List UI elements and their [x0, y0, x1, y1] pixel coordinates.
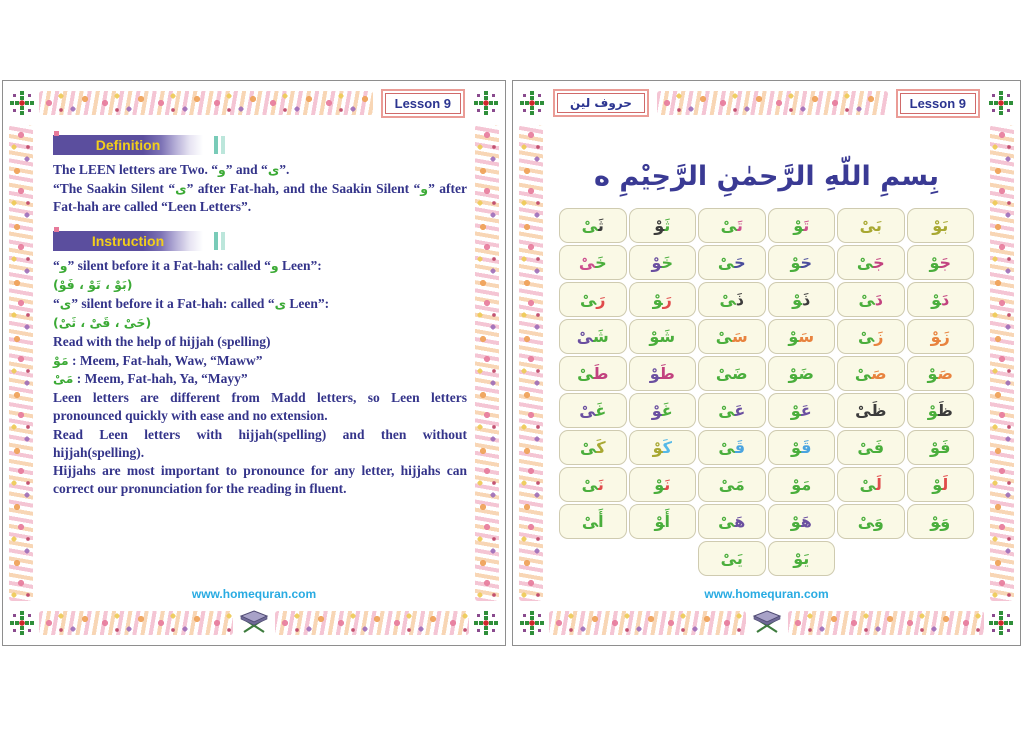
syllable-leen-letter: ‍ىْ: [577, 364, 594, 383]
arabic-letter-run: و: [270, 258, 279, 274]
syllable-base-letter: غَ‍: [595, 401, 607, 420]
syllable-leen-letter: ‍وْ: [790, 401, 801, 420]
text-line: [53, 389, 467, 425]
syllable-base-letter: أَ‍: [598, 512, 604, 531]
grid-cell: [698, 541, 766, 576]
syllable-leen-letter: ‍ىْ: [858, 290, 875, 309]
grid-cell: [698, 208, 766, 243]
arabic-letter-run: مَوْ: [53, 352, 69, 368]
syllable-leen-letter: ‍وْ: [654, 216, 665, 235]
syllable-leen-letter: ‍ىْ: [580, 438, 597, 457]
title-label-text: حروف لين: [557, 93, 645, 113]
grid-cell: [768, 393, 836, 428]
syllable-leen-letter: ‍وْ: [931, 290, 942, 309]
text-run: : Meem, Fat-hah, Waw, “Maww”: [68, 352, 263, 368]
arabic-letter-run: ى: [267, 162, 280, 177]
text-run: “The Saakin Silent “: [53, 180, 176, 196]
grid-cell: [907, 319, 975, 354]
syllable-base-letter: جَ‍: [939, 253, 952, 272]
bismillah-text: بِسمِ اللّهِ الرَّحمٰنِ الرَّحِيْمِ ه: [593, 161, 939, 192]
syllable-base-letter: حَ‍: [734, 253, 746, 272]
syllable-base-letter: لَ‍: [875, 475, 882, 494]
syllable-base-letter: ذَ‍: [735, 290, 744, 309]
syllable-base-letter: طَ‍: [659, 364, 675, 383]
syllable-base-letter: زَ‍: [874, 327, 884, 346]
syllable-base-letter: ذَ‍: [802, 290, 811, 309]
syllable-base-letter: حَ‍: [800, 253, 813, 272]
instruction-text: [53, 257, 467, 498]
syllable-leen-letter: ‍وْ: [790, 512, 801, 531]
quran-book-icon: [750, 608, 784, 639]
syllable-leen-letter: ‍وْ: [793, 216, 804, 235]
syllable-base-letter: جَ‍: [873, 253, 885, 272]
syllable-leen-letter: ‍وْ: [654, 512, 665, 531]
syllable-leen-letter: ‍ىْ: [856, 253, 874, 272]
text-line: [53, 257, 467, 275]
grid-cell: [698, 319, 766, 354]
syllable-base-letter: عَ‍: [734, 401, 746, 420]
text-run: Read with the help of hijjah (spelling): [53, 333, 271, 349]
grid-cell: [837, 282, 905, 317]
syllable-base-letter: فَ‍: [940, 438, 951, 457]
syllable-leen-letter: ‍ىْ: [581, 216, 598, 235]
syllable-leen-letter: ‍وْ: [649, 364, 660, 383]
syllable-leen-letter: ‍وْ: [930, 327, 941, 346]
grid-cell: [837, 467, 905, 502]
grid-cell: [907, 504, 975, 539]
grid-cell: [559, 282, 627, 317]
syllable-base-letter: هَ‍: [734, 512, 746, 531]
grid-cell: [907, 208, 975, 243]
syllable-leen-letter: ‍وْ: [927, 401, 938, 420]
grid-cell: [837, 245, 905, 280]
title-label: [553, 89, 649, 117]
text-run: “: [53, 258, 60, 274]
text-line: [53, 426, 467, 462]
grid-cell: [768, 319, 836, 354]
grid-cell: [629, 467, 697, 502]
syllable-base-letter: طَ‍: [593, 364, 609, 383]
grid-cell: [629, 282, 697, 317]
syllable-leen-letter: ‍ىْ: [581, 475, 598, 494]
text-line: [53, 370, 467, 388]
footer-url-link[interactable]: www.homequran.com: [191, 587, 317, 601]
grid-cell: [559, 430, 627, 465]
syllable-base-letter: خَ‍: [661, 253, 674, 272]
syllable-base-letter: بَ‍: [942, 216, 949, 235]
grid-cell: [559, 245, 627, 280]
floral-border-bottom: [788, 611, 985, 635]
arabic-letter-run: (بَوْ ، تَوْ ، فَوْ): [53, 277, 133, 293]
grid-cell: [768, 430, 836, 465]
syllable-base-letter: غَ‍: [661, 401, 673, 420]
arabic-letter-run: مَىْ: [53, 371, 74, 387]
corner-ornament-icon: [473, 90, 499, 116]
syllable-base-letter: سَ‍: [798, 327, 815, 346]
text-line: [53, 180, 467, 216]
syllable-base-letter: يَ‍: [736, 549, 743, 568]
syllable-base-letter: وَ‍: [940, 512, 951, 531]
corner-ornament-icon: [988, 610, 1014, 636]
syllable-base-letter: ضَ‍: [732, 364, 748, 383]
border-band-bottom: [519, 607, 1014, 639]
syllable-leen-letter: ‍ىْ: [579, 401, 596, 420]
syllable-leen-letter: ‍ىْ: [718, 512, 735, 531]
floral-border-right: [475, 125, 499, 601]
text-run: Leen”:: [286, 296, 330, 312]
syllable-leen-letter: ‍وْ: [649, 327, 660, 346]
grid-cell: [907, 356, 975, 391]
syllable-base-letter: يَ‍: [803, 549, 810, 568]
corner-ornament-icon: [473, 610, 499, 636]
grid-cell: [837, 356, 905, 391]
syllable-base-letter: ثَ‍: [597, 216, 604, 235]
syllable-leen-letter: ‍وْ: [652, 290, 663, 309]
corner-ornament-icon: [9, 90, 35, 116]
syllable-leen-letter: ‍وْ: [932, 216, 943, 235]
grid-cell: [768, 541, 836, 576]
corner-ornament-icon: [519, 90, 545, 116]
grid-cell: [837, 319, 905, 354]
practice-content: [559, 135, 974, 576]
syllable-leen-letter: ‍ىْ: [718, 438, 735, 457]
syllable-leen-letter: ‍وْ: [930, 438, 941, 457]
syllable-base-letter: شَ‍: [592, 327, 609, 346]
syllable-base-letter: نَ‍: [597, 475, 604, 494]
grid-cell: [768, 282, 836, 317]
syllable-leen-letter: ‍وْ: [791, 475, 802, 494]
floral-border-top: [657, 91, 888, 115]
syllable-base-letter: بَ‍: [875, 216, 882, 235]
syllable-base-letter: قَ‍: [734, 438, 746, 457]
text-run: The LEEN letters are Two. “: [53, 162, 218, 177]
grid-cell: [559, 504, 627, 539]
grid-cell: [559, 356, 627, 391]
syllable-leen-letter: ‍ىْ: [715, 364, 733, 383]
grid-cell: [768, 356, 836, 391]
grid-cell: [698, 393, 766, 428]
syllable-base-letter: ظَ‍: [937, 401, 953, 420]
grid-cell: [559, 467, 627, 502]
syllable-leen-letter: ‍ىْ: [720, 216, 737, 235]
grid-cell: [907, 393, 975, 428]
syllable-base-letter: عَ‍: [800, 401, 812, 420]
lesson-badge-label: Lesson 9: [900, 93, 976, 114]
syllable-base-letter: سَ‍: [731, 327, 748, 346]
text-line: [53, 352, 467, 370]
page-right: [512, 80, 1021, 646]
syllable-base-letter: لَ‍: [942, 475, 949, 494]
grid-cell: [559, 208, 627, 243]
grid-cell: [698, 504, 766, 539]
syllable-base-letter: قَ‍: [801, 438, 812, 457]
syllable-leen-letter: ‍وْ: [791, 438, 802, 457]
grid-cell: [837, 208, 905, 243]
grid-cell: [907, 467, 975, 502]
floral-border-bottom: [549, 611, 746, 635]
syllable-base-letter: مَ‍: [734, 475, 745, 494]
definition-text: [53, 161, 467, 215]
syllable-base-letter: هَ‍: [800, 512, 812, 531]
arabic-letter-run: و: [59, 258, 68, 274]
text-line: [53, 333, 467, 351]
corner-ornament-icon: [9, 610, 35, 636]
syllable-leen-letter: ‍وْ: [788, 364, 799, 383]
syllable-base-letter: دَ‍: [874, 290, 883, 309]
syllable-base-letter: ثَ‍: [664, 216, 671, 235]
syllable-leen-letter: ‍ىْ: [859, 475, 876, 494]
grid-cell: [629, 504, 697, 539]
syllable-leen-letter: ‍وْ: [651, 401, 662, 420]
lesson-badge: [381, 89, 465, 118]
grid-cell: [629, 319, 697, 354]
syllable-leen-letter: ‍وْ: [654, 475, 665, 494]
grid-cell: [768, 467, 836, 502]
syllable-leen-letter: ‍ىْ: [720, 549, 737, 568]
grid-cell: [629, 245, 697, 280]
text-run: ” after Fat-hah, and the Saakin Silent “: [186, 180, 421, 196]
syllable-leen-letter: ‍ىْ: [718, 401, 735, 420]
syllable-leen-letter: ‍وْ: [651, 253, 662, 272]
text-run: ” and “: [225, 162, 268, 177]
floral-border-bottom: [275, 611, 469, 635]
grid-cell: [768, 504, 836, 539]
text-run: Leen”:: [278, 258, 322, 274]
syllable-leen-letter: ‍وْ: [652, 438, 663, 457]
grid-cell: [698, 282, 766, 317]
floral-border-left: [519, 125, 543, 601]
arabic-letter-run: و: [420, 180, 429, 196]
syllable-base-letter: تَ‍: [803, 216, 810, 235]
lesson-text-content: [53, 135, 467, 499]
text-run: “: [53, 296, 60, 312]
border-band-bottom: [9, 607, 499, 639]
syllable-leen-letter: ‍ىْ: [859, 216, 876, 235]
syllable-base-letter: وَ‍: [873, 512, 884, 531]
border-band-top: [9, 87, 499, 119]
syllable-base-letter: شَ‍: [659, 327, 676, 346]
grid-cell: [768, 245, 836, 280]
lesson-badge: [896, 89, 980, 118]
page-left: [2, 80, 506, 646]
grid-cell: [837, 430, 905, 465]
syllable-base-letter: صَ‍: [871, 364, 887, 383]
syllable-leen-letter: ‍ىْ: [581, 512, 599, 531]
syllable-base-letter: رَ‍: [662, 290, 672, 309]
instruction-heading: Instruction: [53, 231, 203, 251]
grid-cell: [629, 208, 697, 243]
grid-cell: [907, 245, 975, 280]
text-run: ” silent before it a Fat-hah: called “: [67, 258, 271, 274]
syllable-base-letter: فَ‍: [873, 438, 885, 457]
syllable-base-letter: مَ‍: [801, 475, 812, 494]
syllable-leen-letter: ‍وْ: [793, 549, 804, 568]
text-run: : Meem, Fat-hah, Ya, “Mayy”: [73, 371, 248, 387]
arabic-letter-run: ى: [274, 296, 287, 312]
syllable-leen-letter: ‍وْ: [930, 512, 941, 531]
arabic-letter-run: و: [218, 162, 226, 177]
syllable-leen-letter: ‍ىْ: [858, 327, 875, 346]
syllable-leen-letter: ‍وْ: [790, 253, 801, 272]
grid-cell: [698, 245, 766, 280]
syllable-leen-letter: ‍ىْ: [857, 438, 874, 457]
text-line: [53, 276, 467, 294]
syllable-base-letter: كَ‍: [662, 438, 672, 457]
lesson-badge-label: Lesson 9: [385, 93, 461, 114]
corner-ornament-icon: [988, 90, 1014, 116]
syllable-base-letter: ضَ‍: [798, 364, 814, 383]
text-line: [53, 314, 467, 332]
syllable-leen-letter: ‍ىْ: [854, 364, 872, 383]
grid-cell: [629, 393, 697, 428]
grid-cell: [837, 504, 905, 539]
grid-cell: [768, 208, 836, 243]
grid-cell: [698, 467, 766, 502]
floral-border-right: [990, 125, 1014, 601]
grid-cell: [907, 282, 975, 317]
syllable-leen-letter: ‍ىْ: [578, 253, 596, 272]
syllable-base-letter: خَ‍: [595, 253, 607, 272]
syllable-leen-letter: ‍وْ: [927, 364, 938, 383]
grid-cell: [559, 393, 627, 428]
text-line: [53, 161, 467, 179]
syllable-leen-letter: ‍وْ: [788, 327, 799, 346]
border-band-top: [519, 87, 1014, 119]
syllable-base-letter: صَ‍: [937, 364, 953, 383]
grid-cell: [837, 393, 905, 428]
syllable-base-letter: دَ‍: [941, 290, 950, 309]
definition-heading: Definition: [53, 135, 203, 155]
syllable-leen-letter: ‍ىْ: [580, 290, 597, 309]
arabic-letter-run: (حَىْ ، قَىْ ، ثَىْ): [53, 314, 152, 330]
grid-cell: [698, 430, 766, 465]
footer-url-link[interactable]: www.homequran.com: [704, 587, 829, 601]
syllable-base-letter: أَ‍: [664, 512, 671, 531]
syllable-base-letter: كَ‍: [596, 438, 606, 457]
floral-border-left: [9, 125, 33, 601]
text-run: Read Leen letters with hijjah(spelling) and then without hijjah(spelling).: [53, 426, 467, 460]
syllable-leen-letter: ‍ىْ: [855, 401, 872, 420]
syllable-leen-letter: ‍ىْ: [576, 327, 593, 346]
arabic-letter-run: ى: [175, 180, 187, 196]
syllable-leen-letter: ‍ىْ: [717, 253, 735, 272]
text-run: ”.: [279, 162, 290, 177]
syllable-leen-letter: ‍وْ: [929, 253, 940, 272]
grid-cell: [629, 430, 697, 465]
letters-grid: [559, 208, 974, 576]
text-run: ” after Fat-hah are called “Leen Letters”.: [53, 180, 467, 214]
syllable-base-letter: زَ‍: [940, 327, 950, 346]
corner-ornament-icon: [519, 610, 545, 636]
arabic-letter-run: ى: [59, 296, 72, 312]
floral-border-top: [39, 91, 373, 115]
syllable-leen-letter: ‍ىْ: [718, 475, 735, 494]
syllable-base-letter: نَ‍: [664, 475, 671, 494]
quran-book-icon: [237, 608, 271, 639]
text-run: Hijjahs are most important to pronounce for any letter, hijjahs can correct our pronunciation for the reading in fluent.: [53, 463, 467, 497]
syllable-base-letter: ظَ‍: [871, 401, 887, 420]
syllable-leen-letter: ‍ىْ: [719, 290, 736, 309]
syllable-leen-letter: ‍وْ: [932, 475, 943, 494]
grid-cell: [698, 356, 766, 391]
text-run: ” silent before it a Fat-hah: called “: [71, 296, 275, 312]
text-run: Leen letters are different from Madd letters, so Leen letters pronounced quickly with ease and no extension.: [53, 390, 467, 423]
text-line: [53, 295, 467, 313]
syllable-base-letter: تَ‍: [736, 216, 743, 235]
grid-cell: [907, 430, 975, 465]
floral-border-bottom: [39, 611, 233, 635]
text-line: [53, 462, 467, 498]
syllable-base-letter: رَ‍: [596, 290, 606, 309]
syllable-leen-letter: ‍ىْ: [857, 512, 874, 531]
syllable-leen-letter: ‍ىْ: [715, 327, 732, 346]
syllable-leen-letter: ‍وْ: [792, 290, 803, 309]
grid-cell: [629, 356, 697, 391]
grid-cell: [559, 319, 627, 354]
